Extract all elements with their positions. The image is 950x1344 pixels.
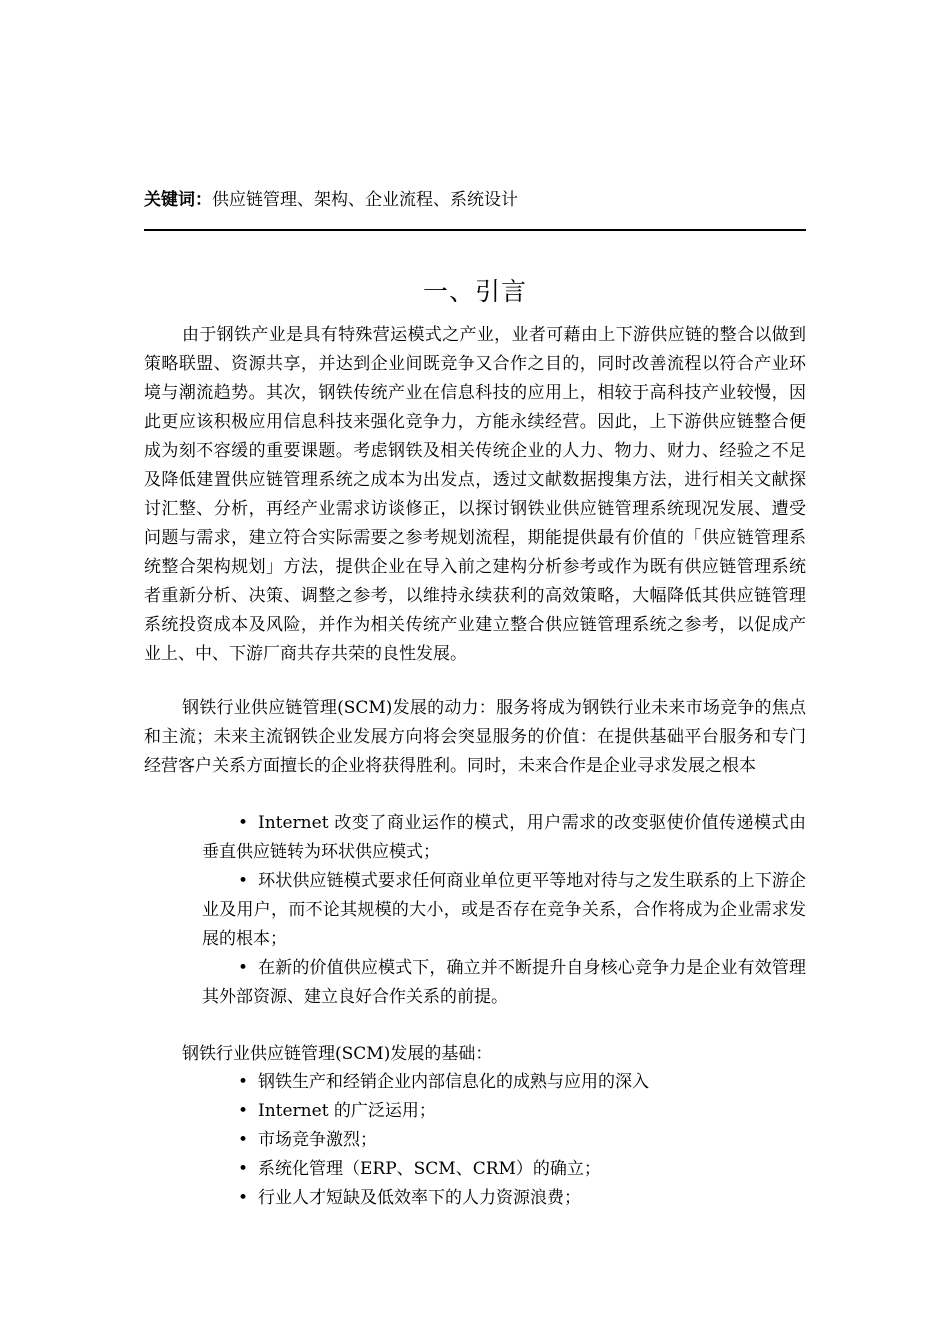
list-item xyxy=(238,1097,806,1126)
list-item xyxy=(202,867,806,954)
bullet-icon: • xyxy=(238,1072,249,1092)
list-item-text: 行业人才短缺及低效率下的人力资源浪费； xyxy=(258,1188,581,1208)
bullet-icon: • xyxy=(238,1188,249,1208)
section-title: 一、引言 xyxy=(422,277,527,306)
bullet-icon: • xyxy=(238,1159,249,1179)
scm-driver-paragraph: 钢铁行业供应链管理(SCM)发展的动力：服务将成为钢铁行业未来市场竞争的焦点和主流；未来主流钢铁企业发展方向将会突显服务的价值：在提供基础平台服务和专门经营客户关系方面擅长的企业将获得胜利。同时，未来合作是企业寻求发展之根本 xyxy=(144,698,806,776)
list-item-text: Internet 改变了商业运作的模式，用户需求的改变驱使价值传递模式由垂直供应链转为环状供应模式； xyxy=(202,813,806,862)
bullet-icon: • xyxy=(238,958,249,978)
list-item-text: 市场竞争激烈； xyxy=(258,1130,377,1150)
intro-paragraph: 由于钢铁产业是具有特殊营运模式之产业，业者可藉由上下游供应链的整合以做到策略联盟、资源共享，并达到企业间既竞争又合作之目的，同时改善流程以符合产业环境与潮流趋势。其次，钢铁传统产业在信息科技的应用上，相较于高科技产业较慢，因此更应该积极应用信息科技来强化竞争力，方能永续经营。因此，上下游供应链整合便成为刻不容缓的重要课题。考虑钢铁及相关传统企业的人力、物力、财力、经验之不足及降低建置供应链管理系统之成本为出发点，透过文献数据搜集方法，进行相关文献探讨汇整、分析，再经产业需求访谈修正，以探讨钢铁业供应链管理系统现况发展、遭受问题与需求，建立符合实际需要之参考规划流程，期能提供最有价值的「供应链管理系统整合架构规划」方法，提供企业在导入前之建构分析参考或作为既有供应链管理系统者重新分析、决策、调整之参考，以维持永续获利的高效策略，大幅降低其供应链管理系统投资成本及风险，并作为相关传统产业建立整合供应链管理系统之参考，以促成产业上、中、下游厂商共存共荣的良性发展。 xyxy=(144,325,806,664)
list-item xyxy=(238,1126,806,1155)
bullet-icon: • xyxy=(238,871,249,891)
list-item-text: Internet 的广泛运用； xyxy=(258,1101,436,1121)
list-item xyxy=(202,809,806,867)
list-item xyxy=(238,1155,806,1184)
keywords-label: 关键词： xyxy=(144,190,212,210)
list-item xyxy=(202,954,806,1012)
list-item-text: 环状供应链模式要求任何商业单位更平等地对待与之发生联系的上下游企业及用户，而不论其规模的大小，或是否存在竞争关系，合作将成为企业需求发展的根本； xyxy=(202,871,806,949)
horizontal-rule xyxy=(144,229,806,231)
keywords-line xyxy=(144,186,806,214)
list-item xyxy=(238,1068,806,1097)
list-item-text: 钢铁生产和经销企业内部信息化的成熟与应用的深入 xyxy=(258,1072,649,1092)
basis-bullet-list xyxy=(238,1068,806,1213)
keywords-value: 供应链管理、架构、企业流程、系统设计 xyxy=(212,190,518,210)
list-item xyxy=(238,1184,806,1213)
bullet-icon: • xyxy=(238,1101,249,1121)
list-item-text: 在新的价值供应模式下，确立并不断提升自身核心竞争力是企业有效管理其外部资源、建立良好合作关系的前提。 xyxy=(202,958,806,1007)
driver-bullet-list xyxy=(202,809,806,1012)
list-item-text: 系统化管理（ERP、SCM、CRM）的确立； xyxy=(258,1159,601,1179)
bullet-icon: • xyxy=(238,813,249,833)
scm-basis-heading: 钢铁行业供应链管理(SCM)发展的基础： xyxy=(182,1044,493,1064)
bullet-icon: • xyxy=(238,1130,249,1150)
